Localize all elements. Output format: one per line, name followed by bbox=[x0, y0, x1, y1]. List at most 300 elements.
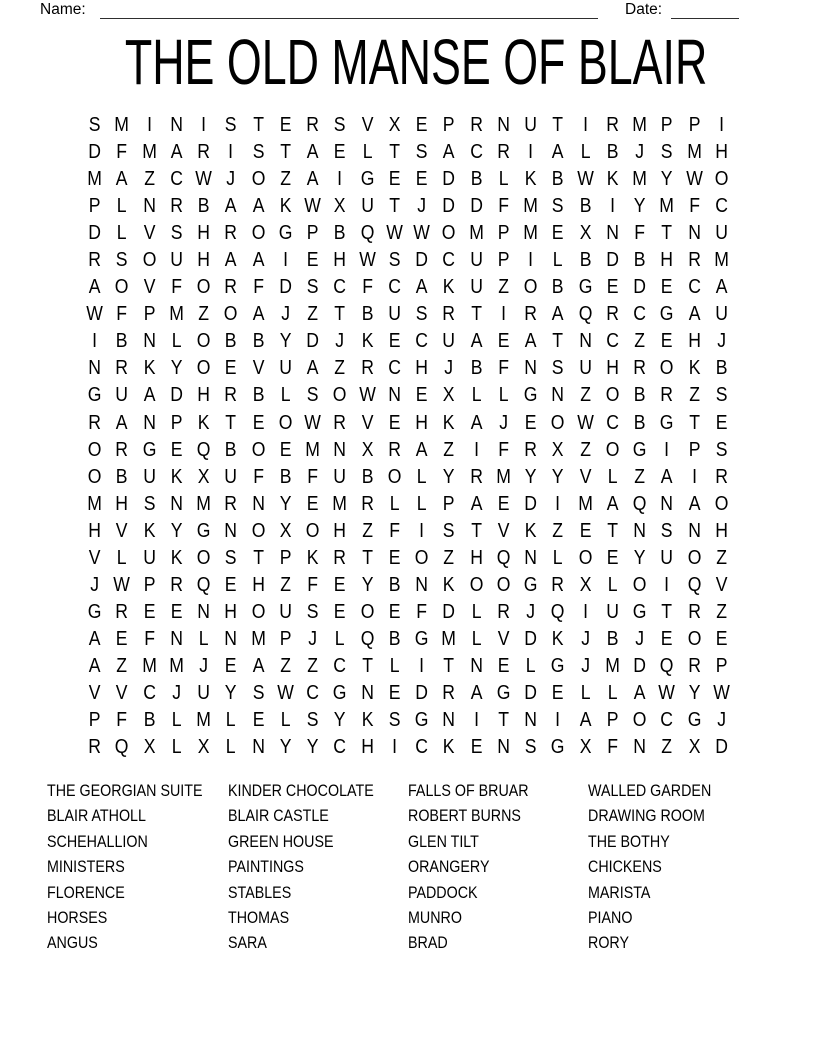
grid-letter: O bbox=[496, 573, 511, 596]
grid-letter: I bbox=[146, 114, 152, 137]
grid-letter: G bbox=[196, 519, 211, 542]
grid-letter: R bbox=[687, 654, 701, 677]
grid-letter: R bbox=[360, 357, 374, 380]
grid-letter: S bbox=[88, 114, 101, 137]
grid-letter: O bbox=[87, 438, 102, 461]
grid-letter: M bbox=[496, 465, 511, 488]
grid-letter: X bbox=[197, 465, 210, 488]
grid-letter: Y bbox=[361, 573, 373, 596]
grid-letter: O bbox=[142, 249, 156, 272]
grid-letter: E bbox=[415, 114, 428, 137]
grid-letter: Y bbox=[279, 492, 292, 515]
grid-letter: H bbox=[197, 384, 210, 407]
grid-letter: R bbox=[606, 303, 619, 326]
grid-letter: U bbox=[115, 384, 129, 407]
grid-letter: E bbox=[279, 438, 292, 461]
grid-letter: I bbox=[500, 303, 506, 326]
grid-letter: A bbox=[688, 303, 700, 326]
grid-letter: Q bbox=[196, 438, 211, 461]
grid-letter: Z bbox=[552, 519, 564, 542]
grid-letter: M bbox=[87, 168, 102, 191]
grid-letter: M bbox=[632, 114, 647, 137]
grid-letter: J bbox=[580, 654, 590, 677]
grid-letter: B bbox=[552, 276, 564, 299]
grid-letter: A bbox=[306, 141, 319, 164]
grid-letter: R bbox=[197, 141, 210, 164]
grid-letter: Y bbox=[661, 168, 673, 191]
grid-letter: R bbox=[170, 195, 183, 218]
grid-letter: L bbox=[416, 492, 427, 515]
grid-letter: Y bbox=[334, 709, 346, 732]
grid-letter: B bbox=[388, 627, 401, 650]
grid-letter: M bbox=[114, 114, 130, 137]
grid-letter: G bbox=[578, 276, 592, 299]
grid-letter: S bbox=[552, 195, 564, 218]
grid-letter: R bbox=[115, 438, 129, 461]
grid-letter: P bbox=[306, 222, 319, 245]
grid-letter: L bbox=[280, 709, 291, 732]
grid-letter: E bbox=[552, 682, 564, 704]
grid-letter: S bbox=[170, 222, 183, 245]
grid-letter: G bbox=[632, 438, 647, 461]
word-list-item: ANGUS bbox=[47, 933, 98, 953]
grid-letter: A bbox=[524, 330, 537, 353]
grid-letter: M bbox=[169, 654, 184, 677]
grid-letter: K bbox=[143, 519, 155, 542]
grid-letter: O bbox=[414, 546, 429, 569]
grid-letter: F bbox=[497, 195, 509, 218]
grid-letter: T bbox=[552, 114, 564, 137]
grid-letter: B bbox=[361, 465, 373, 488]
grid-letter: X bbox=[334, 195, 346, 218]
grid-letter: J bbox=[280, 303, 290, 326]
grid-letter: W bbox=[86, 303, 103, 326]
grid-letter: R bbox=[360, 492, 374, 515]
grid-letter: N bbox=[251, 492, 265, 515]
grid-letter: Y bbox=[552, 465, 564, 488]
grid-letter: G bbox=[414, 709, 429, 732]
grid-letter: D bbox=[415, 249, 428, 272]
grid-letter: Z bbox=[497, 276, 509, 299]
grid-letter: U bbox=[715, 303, 728, 326]
grid-letter: J bbox=[335, 330, 345, 353]
grid-letter: A bbox=[116, 411, 128, 434]
grid-letter: Z bbox=[634, 330, 646, 353]
grid-letter: O bbox=[278, 411, 293, 434]
grid-letter: R bbox=[224, 222, 238, 245]
grid-letter: N bbox=[170, 492, 183, 515]
grid-letter: N bbox=[142, 330, 156, 353]
grid-letter: E bbox=[388, 411, 401, 434]
grid-letter: L bbox=[471, 627, 482, 650]
grid-letter: D bbox=[306, 330, 319, 353]
grid-letter: P bbox=[443, 492, 455, 515]
grid-letter: I bbox=[473, 438, 479, 461]
grid-letter: Y bbox=[170, 357, 183, 380]
grid-letter: R bbox=[224, 276, 238, 299]
grid-letter: B bbox=[715, 357, 728, 380]
grid-letter: C bbox=[142, 682, 156, 704]
grid-letter: B bbox=[225, 438, 237, 461]
grid-letter: E bbox=[415, 384, 428, 407]
grid-letter: R bbox=[170, 573, 183, 596]
grid-letter: K bbox=[443, 276, 455, 299]
grid-letter: V bbox=[116, 682, 128, 704]
grid-letter: O bbox=[469, 573, 483, 596]
grid-letter: U bbox=[388, 303, 401, 326]
grid-letter: U bbox=[442, 330, 456, 353]
grid-letter: I bbox=[555, 492, 561, 515]
grid-letter: U bbox=[578, 357, 592, 380]
word-list-item: MARISTA bbox=[588, 882, 651, 902]
grid-letter: S bbox=[225, 114, 237, 137]
grid-letter: T bbox=[388, 195, 400, 218]
grid-letter: E bbox=[143, 600, 155, 623]
grid-letter: K bbox=[279, 195, 292, 218]
word-list-item: PIANO bbox=[588, 908, 633, 928]
grid-letter: C bbox=[687, 276, 701, 299]
grid-letter: L bbox=[471, 384, 482, 407]
grid-letter: Y bbox=[170, 519, 183, 542]
grid-letter: D bbox=[88, 222, 101, 245]
grid-letter: S bbox=[524, 736, 537, 759]
grid-letter: B bbox=[606, 141, 619, 164]
grid-letter: E bbox=[225, 357, 237, 380]
grid-letter: H bbox=[197, 222, 210, 245]
grid-letter: O bbox=[305, 519, 320, 542]
grid-letter: T bbox=[361, 654, 373, 677]
grid-letter: C bbox=[415, 736, 428, 759]
grid-letter: B bbox=[116, 330, 128, 353]
date-label: Date: bbox=[625, 1, 663, 18]
grid-letter: T bbox=[361, 546, 373, 569]
grid-letter: B bbox=[116, 465, 128, 488]
grid-letter: X bbox=[388, 114, 401, 137]
grid-letter: S bbox=[415, 303, 428, 326]
grid-letter: G bbox=[496, 682, 511, 704]
grid-letter: S bbox=[661, 141, 673, 164]
grid-letter: V bbox=[497, 519, 510, 542]
grid-letter: M bbox=[196, 709, 211, 732]
grid-letter: B bbox=[606, 627, 619, 650]
grid-letter: N bbox=[469, 654, 483, 677]
grid-letter: M bbox=[714, 249, 729, 272]
grid-letter: N bbox=[251, 736, 265, 759]
grid-letter: R bbox=[660, 384, 674, 407]
grid-letter: O bbox=[251, 438, 265, 461]
grid-letter: O bbox=[687, 627, 701, 650]
grid-letter: Z bbox=[715, 600, 727, 623]
word-list-item: THE BOTHY bbox=[588, 831, 670, 851]
grid-letter: G bbox=[87, 384, 102, 407]
grid-letter: X bbox=[579, 222, 591, 245]
grid-letter: R bbox=[88, 411, 101, 434]
word-list-item: FLORENCE bbox=[47, 882, 125, 902]
grid-letter: S bbox=[143, 492, 155, 515]
grid-letter: B bbox=[470, 168, 482, 191]
grid-letter: J bbox=[171, 682, 181, 704]
grid-letter: A bbox=[252, 249, 264, 272]
grid-letter: E bbox=[388, 168, 401, 191]
grid-letter: D bbox=[633, 654, 646, 677]
grid-letter: A bbox=[252, 303, 264, 326]
word-list-item: STABLES bbox=[228, 882, 292, 902]
grid-letter: I bbox=[337, 168, 343, 191]
grid-letter: B bbox=[579, 195, 591, 218]
grid-letter: Z bbox=[579, 384, 591, 407]
grid-letter: R bbox=[606, 114, 619, 137]
grid-letter: A bbox=[88, 276, 101, 299]
grid-letter: B bbox=[579, 249, 591, 272]
grid-letter: L bbox=[171, 709, 182, 732]
grid-letter: G bbox=[687, 709, 701, 732]
grid-letter: G bbox=[414, 627, 429, 650]
grid-letter: H bbox=[251, 573, 265, 596]
grid-letter: N bbox=[660, 492, 674, 515]
grid-letter: F bbox=[497, 357, 509, 380]
grid-letter: G bbox=[551, 654, 565, 677]
grid-letter: C bbox=[388, 357, 401, 380]
grid-letter: N bbox=[333, 438, 347, 461]
grid-letter: R bbox=[88, 736, 101, 759]
grid-letter: U bbox=[142, 465, 156, 488]
grid-letter: F bbox=[688, 195, 700, 218]
grid-letter: H bbox=[606, 357, 619, 380]
grid-letter: M bbox=[605, 654, 620, 677]
grid-letter: P bbox=[279, 627, 292, 650]
grid-letter: H bbox=[115, 492, 129, 515]
grid-letter: N bbox=[88, 357, 101, 380]
grid-letter: Y bbox=[279, 330, 292, 353]
grid-letter: N bbox=[606, 222, 619, 245]
grid-letter: C bbox=[333, 654, 347, 677]
grid-letter: C bbox=[606, 411, 619, 434]
grid-letter: P bbox=[497, 249, 510, 272]
grid-letter: O bbox=[360, 600, 374, 623]
word-list-item: SARA bbox=[228, 933, 267, 953]
grid-letter: T bbox=[225, 411, 237, 434]
grid-letter: N bbox=[170, 114, 183, 137]
grid-letter: T bbox=[443, 654, 455, 677]
word-list-column-3 bbox=[408, 778, 552, 956]
grid-letter: M bbox=[523, 195, 538, 218]
grid-letter: W bbox=[277, 682, 294, 704]
grid-letter: J bbox=[580, 627, 590, 650]
grid-letter: Z bbox=[198, 303, 210, 326]
grid-letter: B bbox=[361, 303, 373, 326]
grid-letter: T bbox=[334, 303, 346, 326]
grid-letter: D bbox=[524, 492, 537, 515]
grid-letter: P bbox=[606, 709, 619, 732]
grid-letter: O bbox=[551, 411, 565, 434]
grid-letter: E bbox=[661, 330, 673, 353]
grid-letter: S bbox=[334, 114, 346, 137]
name-blank-line bbox=[100, 17, 598, 19]
grid-letter: X bbox=[688, 736, 700, 759]
grid-letter: O bbox=[687, 546, 701, 569]
grid-letter: M bbox=[141, 654, 157, 677]
grid-letter: B bbox=[633, 249, 646, 272]
grid-letter: U bbox=[224, 465, 238, 488]
grid-letter: N bbox=[197, 600, 210, 623]
grid-letter: Q bbox=[578, 303, 592, 326]
grid-letter: A bbox=[661, 465, 673, 488]
grid-letter: Z bbox=[361, 519, 373, 542]
word-list bbox=[0, 778, 816, 958]
grid-letter: I bbox=[282, 249, 288, 272]
grid-letter: X bbox=[443, 384, 455, 407]
grid-letter: D bbox=[633, 276, 646, 299]
grid-letter: E bbox=[334, 141, 346, 164]
grid-letter: C bbox=[415, 330, 428, 353]
grid-letter: Y bbox=[279, 736, 292, 759]
grid-letter: O bbox=[196, 276, 211, 299]
grid-letter: I bbox=[555, 709, 561, 732]
grid-letter: A bbox=[633, 682, 646, 704]
grid-letter: G bbox=[142, 438, 156, 461]
grid-letter: V bbox=[143, 222, 155, 245]
grid-letter: K bbox=[143, 357, 155, 380]
grid-letter: L bbox=[389, 654, 400, 677]
grid-letter: N bbox=[388, 384, 401, 407]
grid-letter: E bbox=[552, 222, 564, 245]
grid-letter: Q bbox=[496, 546, 511, 569]
grid-letter: W bbox=[685, 168, 703, 191]
grid-letter: D bbox=[279, 276, 292, 299]
grid-letter: Z bbox=[279, 654, 291, 677]
grid-letter: Z bbox=[634, 465, 646, 488]
grid-letter: W bbox=[113, 573, 131, 596]
grid-letter: K bbox=[524, 168, 537, 191]
grid-letter: Y bbox=[633, 546, 646, 569]
grid-letter: R bbox=[469, 465, 483, 488]
grid-letter: X bbox=[579, 736, 591, 759]
grid-letter: F bbox=[170, 276, 182, 299]
grid-letter: O bbox=[387, 465, 402, 488]
grid-letter: F bbox=[143, 627, 155, 650]
grid-letter: J bbox=[417, 195, 427, 218]
grid-letter: E bbox=[497, 654, 510, 677]
grid-letter: K bbox=[552, 627, 564, 650]
grid-letter: K bbox=[443, 573, 455, 596]
grid-letter: Z bbox=[279, 573, 291, 596]
grid-letter: R bbox=[715, 465, 728, 488]
grid-letter: G bbox=[360, 168, 374, 191]
grid-letter: L bbox=[498, 384, 509, 407]
grid-letter: I bbox=[228, 141, 234, 164]
grid-letter: E bbox=[497, 330, 510, 353]
grid-letter: B bbox=[552, 168, 564, 191]
grid-letter: N bbox=[170, 627, 183, 650]
grid-letter: P bbox=[688, 114, 700, 137]
grid-letter: E bbox=[606, 546, 619, 569]
grid-letter: N bbox=[687, 519, 701, 542]
grid-letter: A bbox=[225, 249, 237, 272]
grid-letter: Y bbox=[524, 465, 537, 488]
grid-letter: W bbox=[576, 168, 594, 191]
grid-letter: F bbox=[497, 438, 509, 461]
word-list-item: HORSES bbox=[47, 908, 108, 928]
grid-letter: V bbox=[715, 573, 728, 596]
grid-letter: Y bbox=[633, 195, 646, 218]
grid-letter: L bbox=[580, 141, 591, 164]
grid-letter: G bbox=[632, 600, 647, 623]
grid-letter: O bbox=[224, 303, 238, 326]
grid-letter: D bbox=[606, 249, 619, 272]
grid-letter: I bbox=[664, 438, 670, 461]
grid-letter: E bbox=[715, 411, 728, 434]
grid-letter: W bbox=[358, 384, 376, 407]
grid-letter: H bbox=[88, 519, 101, 542]
grid-letter: V bbox=[116, 519, 128, 542]
grid-letter: U bbox=[197, 682, 210, 704]
grid-letter: R bbox=[333, 411, 347, 434]
grid-letter: E bbox=[306, 492, 319, 515]
grid-letter: C bbox=[333, 276, 347, 299]
grid-letter: Y bbox=[225, 682, 237, 704]
grid-letter: K bbox=[443, 411, 455, 434]
grid-letter: G bbox=[87, 600, 102, 623]
title-row bbox=[0, 26, 816, 98]
grid-letter: Z bbox=[279, 168, 291, 191]
grid-letter: L bbox=[334, 627, 345, 650]
grid-letter: U bbox=[142, 546, 156, 569]
grid-letter: H bbox=[333, 519, 347, 542]
grid-letter: F bbox=[634, 222, 646, 245]
grid-letter: R bbox=[115, 357, 129, 380]
grid-letter: Z bbox=[307, 654, 319, 677]
word-list-item: WALLED GARDEN bbox=[588, 781, 712, 800]
grid-letter: B bbox=[252, 330, 264, 353]
grid-letter: Z bbox=[661, 736, 673, 759]
grid-letter: L bbox=[552, 546, 563, 569]
word-list-item: CHICKENS bbox=[588, 857, 662, 877]
grid-letter: C bbox=[388, 276, 401, 299]
grid-letter: N bbox=[551, 384, 565, 407]
grid-letter: A bbox=[552, 303, 564, 326]
grid-letter: E bbox=[388, 600, 401, 623]
word-list-item: MINISTERS bbox=[47, 857, 125, 877]
grid-letter: S bbox=[443, 519, 455, 542]
grid-letter: B bbox=[334, 222, 346, 245]
grid-letter: C bbox=[442, 249, 456, 272]
grid-letter: H bbox=[687, 330, 701, 353]
grid-letter: O bbox=[251, 519, 265, 542]
grid-letter: S bbox=[225, 546, 237, 569]
grid-letter: V bbox=[361, 411, 373, 434]
grid-letter: M bbox=[250, 627, 266, 650]
grid-letter: R bbox=[551, 573, 565, 596]
grid-letter: H bbox=[715, 141, 728, 164]
grid-letter: C bbox=[170, 168, 183, 191]
grid-letter: H bbox=[360, 736, 374, 759]
grid-letter: S bbox=[661, 519, 673, 542]
grid-letter: N bbox=[142, 195, 156, 218]
grid-letter: D bbox=[415, 682, 428, 704]
grid-letter: M bbox=[441, 627, 457, 650]
grid-letter: L bbox=[116, 222, 127, 245]
word-list-item: ORANGERY bbox=[408, 857, 490, 877]
grid-letter: L bbox=[607, 573, 618, 596]
grid-letter: N bbox=[687, 222, 701, 245]
grid-letter: W bbox=[713, 682, 730, 704]
grid-letter: M bbox=[523, 222, 538, 245]
grid-letter: E bbox=[252, 709, 264, 732]
word-list-item: BRAD bbox=[408, 933, 448, 953]
grid-letter: A bbox=[306, 168, 319, 191]
grid-letter: L bbox=[280, 384, 291, 407]
grid-letter: G bbox=[278, 222, 293, 245]
